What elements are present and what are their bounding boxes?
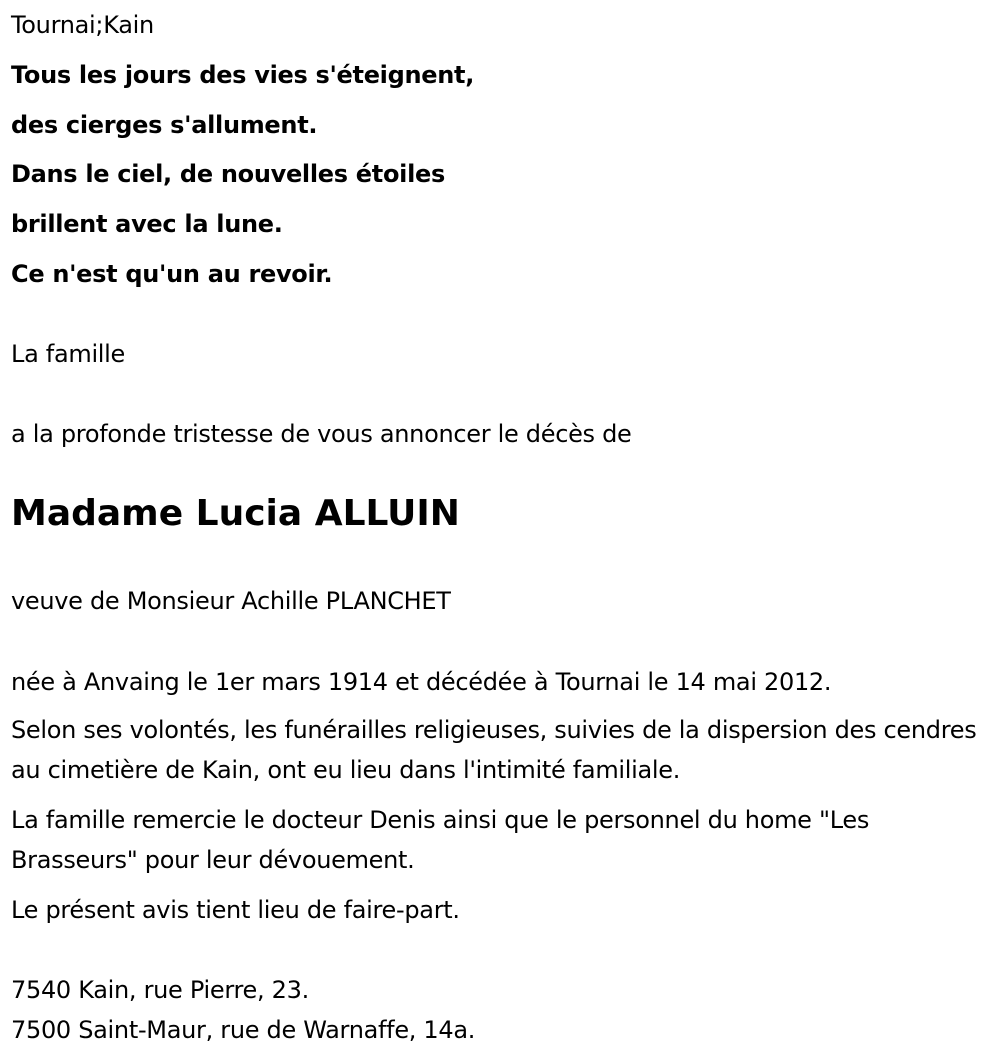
family-intro: La famille bbox=[11, 340, 126, 368]
notice-line: Le présent avis tient lieu de faire-part. bbox=[11, 896, 460, 924]
thanks-paragraph: La famille remercie le docteur Denis ainsi que le personnel du home "Les Brasseurs" pour leur dévouement. bbox=[11, 806, 870, 874]
location-line: Tournai;Kain bbox=[11, 11, 154, 39]
address-line-2: 7500 Saint-Maur, rue de Warnaffe, 14a. bbox=[11, 1016, 476, 1044]
poem-line-4: brillent avec la lune. bbox=[11, 210, 283, 238]
poem-line-3: Dans le ciel, de nouvelles étoiles bbox=[11, 160, 445, 188]
poem-line-2: des cierges s'allument. bbox=[11, 111, 318, 139]
funeral-paragraph: Selon ses volontés, les funérailles religieuses, suivies de la dispersion des cendres au cimetière de Kain, ont eu lieu dans l'intimité familiale. bbox=[11, 716, 977, 784]
birth-death: née à Anvaing le 1er mars 1914 et décédée à Tournai le 14 mai 2012. bbox=[11, 668, 832, 696]
widow-of: veuve de Monsieur Achille PLANCHET bbox=[11, 587, 451, 615]
deceased-name: Madame Lucia ALLUIN bbox=[11, 493, 460, 534]
poem-line-1: Tous les jours des vies s'éteignent, bbox=[11, 61, 475, 89]
announcement: a la profonde tristesse de vous annoncer le décès de bbox=[11, 420, 632, 448]
address-line-1: 7540 Kain, rue Pierre, 23. bbox=[11, 976, 309, 1004]
poem-line-5: Ce n'est qu'un au revoir. bbox=[11, 260, 333, 288]
